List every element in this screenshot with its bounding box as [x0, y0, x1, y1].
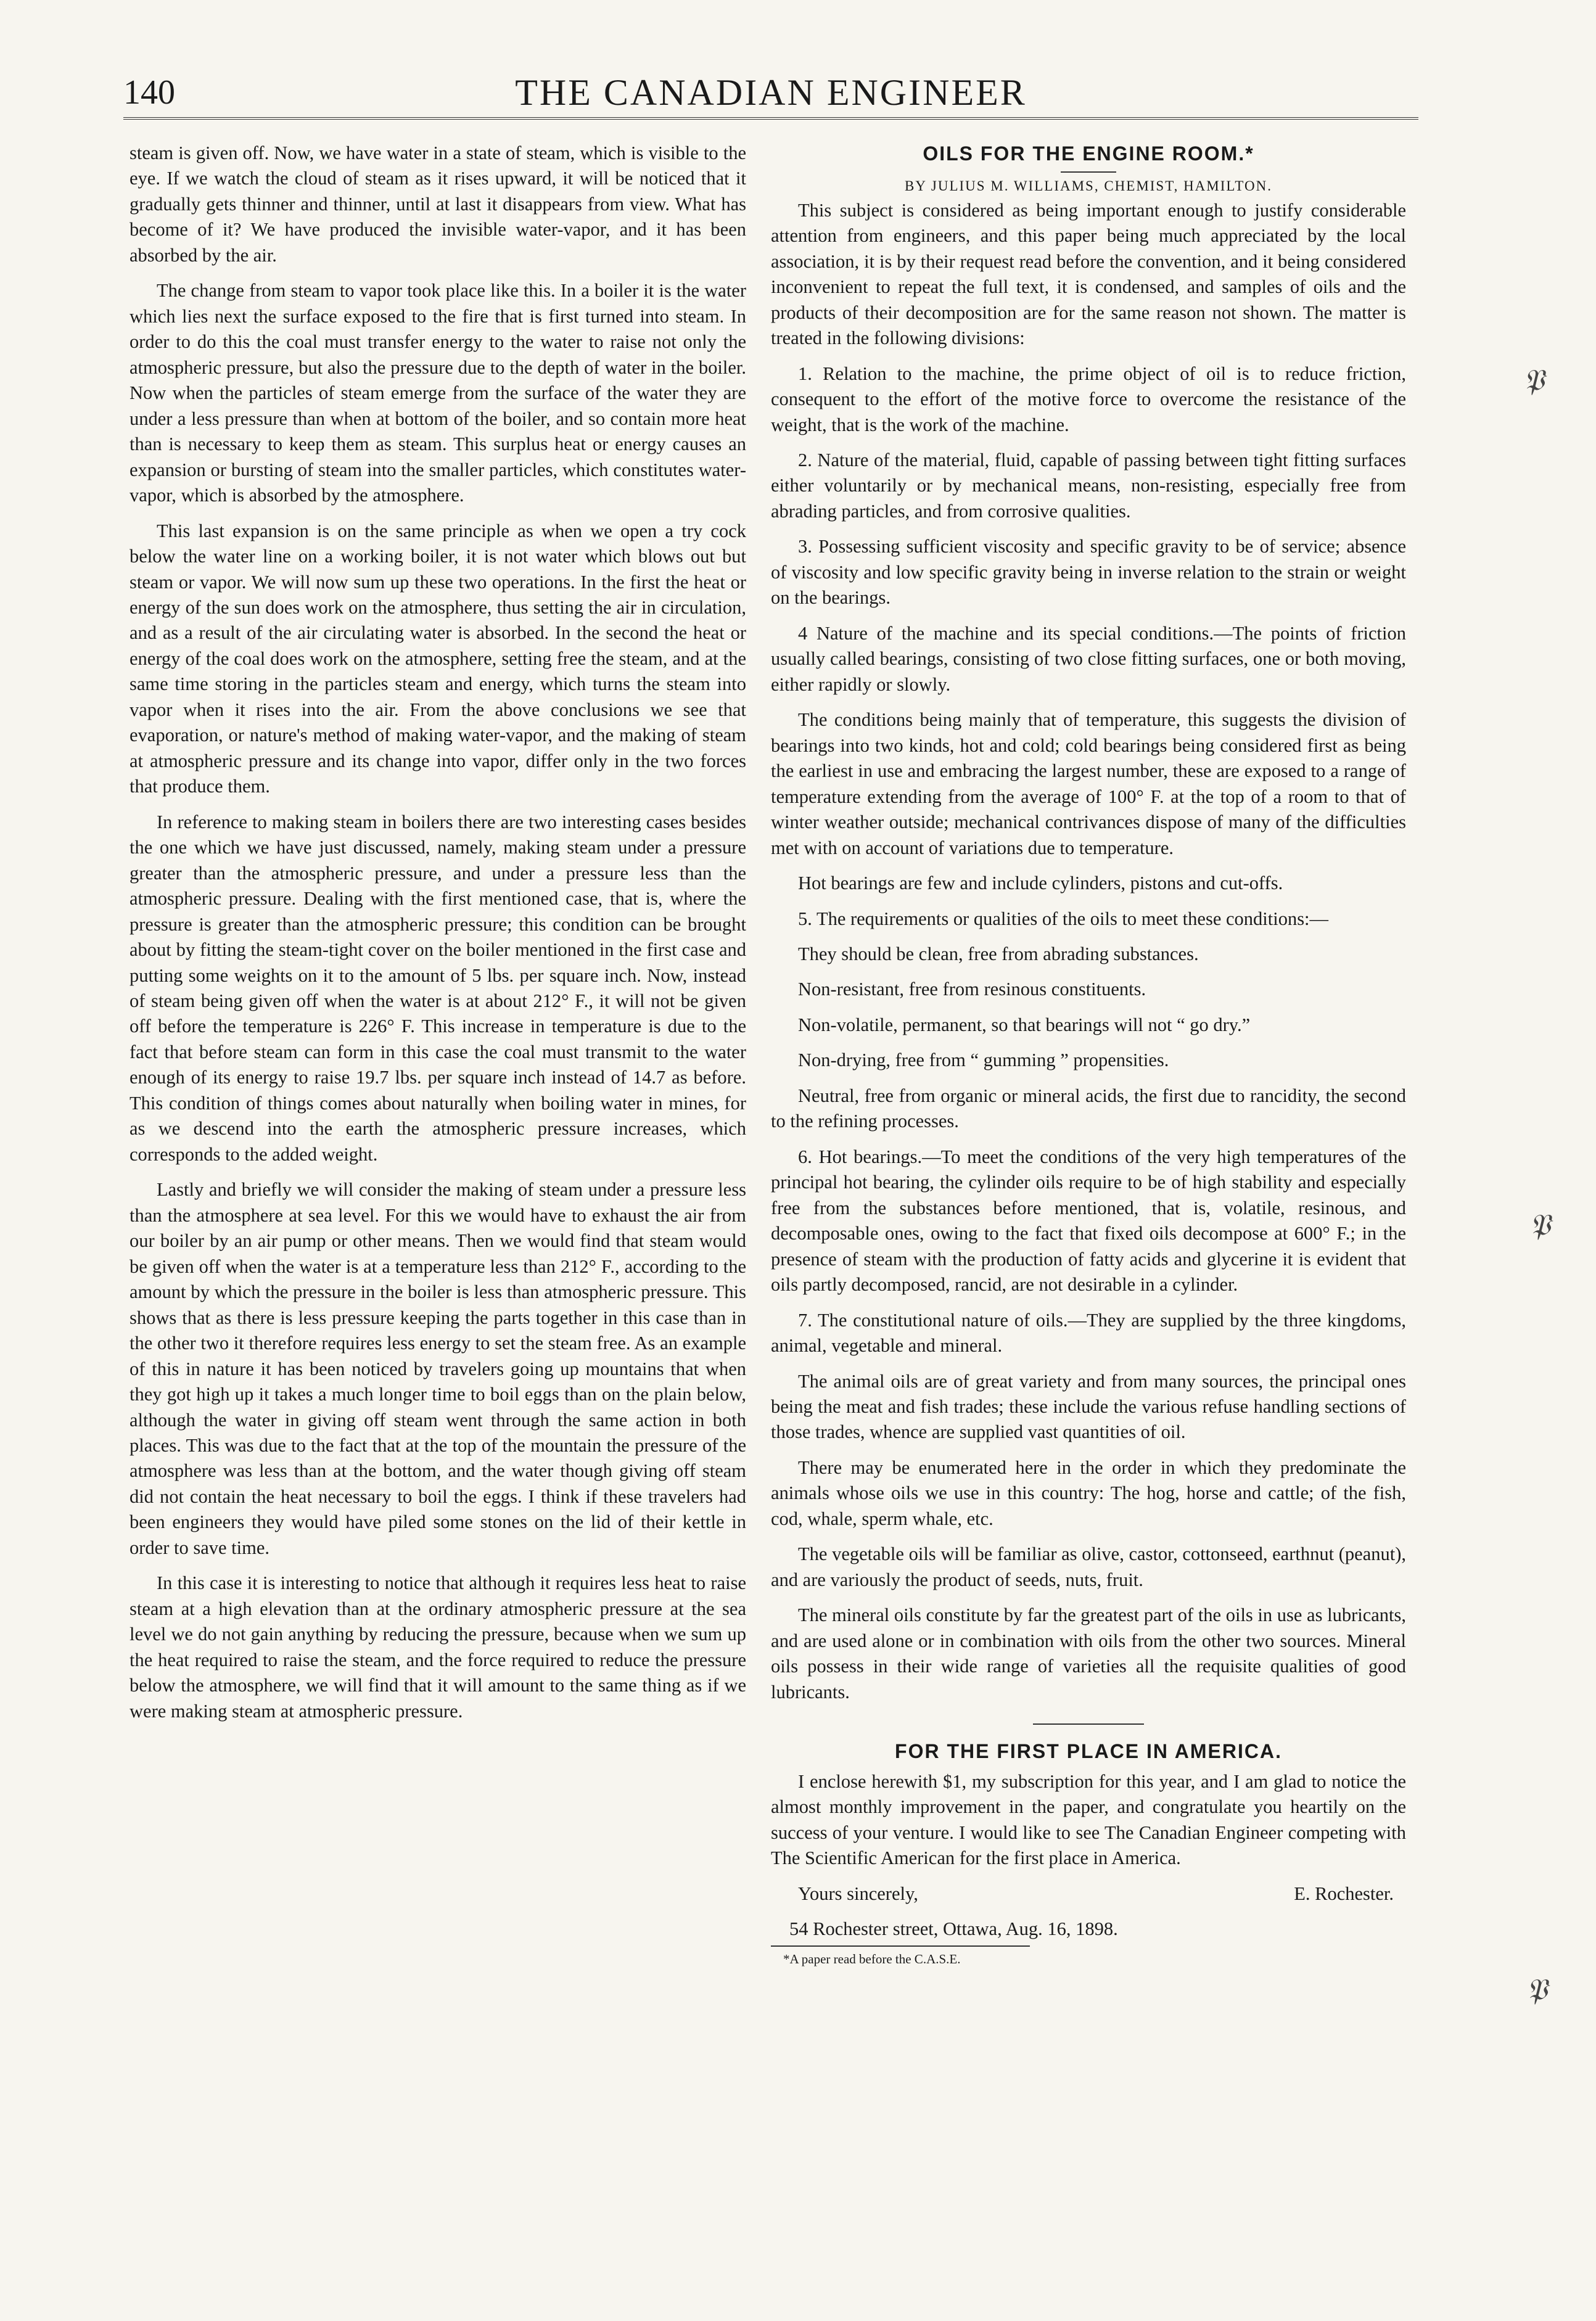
paragraph: 2. Nature of the material, fluid, capable of passing between tight fitting surfaces either voluntarily or by mechanical means, non-resisting, especially free from abrading particles, and from corrosive qualities. — [771, 450, 1406, 522]
paragraph: 3. Possessing sufficient viscosity and specific gravity to be of service; absence of viscosity and low specific gravity being in inverse relation to the strain or weight on the bearings. — [771, 536, 1406, 609]
letter-title: FOR THE FIRST PLACE IN AMERICA. — [895, 1740, 1282, 1763]
letter-address: 54 Rochester street, Ottawa, Aug. 16, 1898. — [789, 1918, 1118, 1940]
letter-signature: E. Rochester. — [1294, 1883, 1394, 1904]
paragraph: steam is given off. Now, we have water in a state of steam, which is visible to the eye. If we watch the cloud of steam as it rises upward, it will be noticed that it gradually gets thinner and thinner, until at last it disappears from view. What has become of it? We have produced the invisible water-vapor, and it has been absorbed by the air. — [130, 142, 746, 266]
paragraph: 7. The constitutional nature of oils.—They are supplied by the three kingdoms, animal, vegetable and mineral. — [771, 1309, 1406, 1357]
paragraph: 6. Hot bearings.—To meet the conditions of the very high temperatures of the principal hot bearing, the cylinder oils require to be of high stability and especially free from the substances before mentioned, that is, volatile, resinous, and decomposable ones, owing to the fact that fixed oils decompose at 600° F.; in the presence of steam with the production of fatty acids and glycerine it is evident that oils partly decomposed, rancid, are not desirable in a cylinder. — [771, 1146, 1406, 1296]
letter-closing: Yours sincerely, — [798, 1883, 918, 1904]
paragraph: Lastly and briefly we will consider the making of steam under a pressure less than the atmosphere at sea level. For this we would have to exhaust the air from our boiler by an air pump or other means. Then we would find that steam would be given off when the water is at a temperature less than 212° F., according to the amount by which the pressure in the boiler is less than atmospheric pressure. This shows that as there is less pressure keeping the parts together in this case than in the other two it therefore requires less energy to set the steam free. As an example of this in nature it has been noticed by travelers going up mountains that when they got high up it takes a much longer time to boil eggs than on the plain below, although the water in giving off steam went through the same action in both places. This was due to the fact that at the top of the mountain the pressure of the atmosphere was less than at the bottom, and the water though giving off steam did not contain the heat necessary to boil the eggs. I think if these travelers had been engineers they would have piled some stones on the lid of their kettle in order to save time. — [130, 1179, 746, 1558]
paragraph: In this case it is interesting to notice that although it requires less heat to raise steam at a high elevation than at the ordinary atmospheric pressure at the sea level we do not gain anything by reducing the pressure, because when we sum up the heat required to raise the steam, and the force required to reduce the pressure below the atmosphere, we will find that it will amount to the same thing as if we were making steam at atmospheric pressure. — [130, 1572, 746, 1722]
paragraph: Non-volatile, permanent, so that bearings will not “ go dry.” — [798, 1014, 1251, 1035]
article-title: OILS FOR THE ENGINE ROOM.* — [923, 142, 1254, 165]
margin-scratch-icon: 𝔓 — [1523, 364, 1545, 397]
header-rule — [123, 117, 1418, 120]
footnote: *A paper read before the C.A.S.E. — [783, 1952, 961, 1967]
title-rule — [1061, 171, 1116, 173]
paragraph: 1. Relation to the machine, the prime object of oil is to reduce friction, consequent to the effort of the motive force to overcome the resistance of the weight, that is the work of the machine. — [771, 363, 1406, 435]
paragraph: The conditions being mainly that of temperature, this suggests the division of bearings into two kinds, hot and cold; cold bearings being considered first as being the earliest in use and embracing the largest number, these are exposed to a range of temperature extending from the average of 100° F. at the top of a room to that of winter weather outside; mechanical contrivances dispose of many of the difficulties met with on account of variations due to temperature. — [771, 709, 1406, 858]
footnote-rule — [771, 1945, 1030, 1947]
paragraph: The vegetable oils will be familiar as olive, castor, cottonseed, earthnut (peanut), and are variously the product of seeds, nuts, fruit. — [771, 1543, 1406, 1590]
paragraph: The animal oils are of great variety and from many sources, the principal ones being the meat and fish trades; these include the various refuse handling sections of those trades, whence are supplied vast quantities of oil. — [771, 1370, 1406, 1443]
paragraph: Hot bearings are few and include cylinders, pistons and cut-offs. — [798, 873, 1283, 894]
paragraph: The mineral oils constitute by far the greatest part of the oils in use as lubricants, and are used alone or in combination with oils from the other two sources. Mineral oils possess in their wide range of varieties all the requisite qualities of good lubricants. — [771, 1604, 1406, 1703]
left-column — [130, 141, 746, 1734]
margin-scratch-icon: 𝔓 — [1526, 1974, 1548, 2007]
article-byline: BY JULIUS M. WILLIAMS, CHEMIST, HAMILTON. — [905, 178, 1272, 194]
margin-scratch-icon: 𝔓 — [1529, 1209, 1551, 1242]
page-header — [123, 68, 1418, 117]
paragraph: There may be enumerated here in the order in which they predominate the animals whose oils we use in this country: The hog, horse and cattle; of the fish, cod, whale, sperm whale, etc. — [771, 1456, 1406, 1529]
journal-title: THE CANADIAN ENGINEER — [515, 72, 1027, 113]
paragraph: In reference to making steam in boilers there are two interesting cases besides the one which we have just discussed, namely, making steam under a pressure greater than the atmospheric pressure, and under a pressure less than the atmospheric pressure. Dealing with the first mentioned case, that is, where the pressure is greater than the atmospheric pressure; this condition can be brought about by fitting the steam-tight cover on the boiler mentioned in the first case and putting some weights on it to the amount of 5 lbs. per square inch. Now, instead of steam being given off when the water is at about 212° F., it will not be given off before the temperature is 226° F. This increase in temperature is due to the fact that before steam can form in this case the coal must transmit to the water enough of its energy to raise 19.7 lbs. per square inch instead of 14.7 as before. This condition of things comes about naturally when boiling water in mines, for as we descend into the earth the atmospheric pressure increases, which corresponds to the added weight. — [130, 811, 746, 1165]
paragraph: Non-drying, free from “ gumming ” propensities. — [798, 1050, 1169, 1071]
letter-signoff — [771, 1881, 1406, 1907]
right-column — [771, 141, 1406, 1968]
paragraph: Non-resistant, free from resinous constituents. — [798, 979, 1146, 1000]
paragraph: The change from steam to vapor took place like this. In a boiler it is the water which lies next the surface exposed to the fire that is first turned into steam. In order to do this the coal must transfer energy to the water to raise not only the atmospheric pressure, but also the pressure due to the depth of water in the boiler. Now when the particles of steam emerge from the surface of the water they are under a less pressure than when at bottom of the boiler, and so contain more heat than is necessary to keep them as steam. This surplus heat or energy causes an expansion or bursting of steam into the smaller particles, which constitutes water-vapor, which is absorbed by the atmosphere. — [130, 280, 746, 506]
paragraph: They should be clean, free from abrading substances. — [798, 943, 1199, 964]
paragraph: 5. The requirements or qualities of the oils to meet these conditions:— — [798, 908, 1329, 929]
page-number: 140 — [123, 73, 175, 112]
paragraph: This subject is considered as being important enough to justify considerable attention from engineers, and this paper being much appreciated by the local association, it is by their request read before the convention, and it being considered inconvenient to repeat the full text, it is condensed, and samples of oils and the products of their decomposition are for the same reason not shown. The matter is treated in the following divisions: — [771, 199, 1406, 349]
paragraph: 4 Nature of the machine and its special conditions.—The points of friction usually called bearings, consisting of two close fitting surfaces, one or both moving, either rapidly or slowly. — [771, 622, 1406, 695]
paragraph: Neutral, free from organic or mineral acids, the first due to rancidity, the second to the refining processes. — [771, 1085, 1406, 1132]
section-rule — [1033, 1723, 1144, 1725]
paragraph: This last expansion is on the same principle as when we open a try cock below the water line on a working boiler, it is not water which blows out but steam or vapor. We will now sum up these two operations. In the first the heat or energy of the sun does work on the atmosphere, thus setting the air in circulation, and as a result of the air circulating water is absorbed. In the second the heat or energy of the coal does work on the atmosphere, setting free the steam, and at the same time storing in the particles steam and energy, which turns the steam into vapor when it rises into the air. From the above conclusions we see that evaporation, or nature's method of making water-vapor, and the making of steam at atmospheric pressure and its change into vapor, differ only in the two forces that produce them. — [130, 520, 746, 797]
letter-body: I enclose herewith $1, my subscription for this year, and I am glad to notice the almost monthly improvement in the paper, and congratulate you heartily on the success of your venture. I would like to see The Canadian Engineer competing with The Scientific American for the first place in America. — [771, 1770, 1406, 1869]
